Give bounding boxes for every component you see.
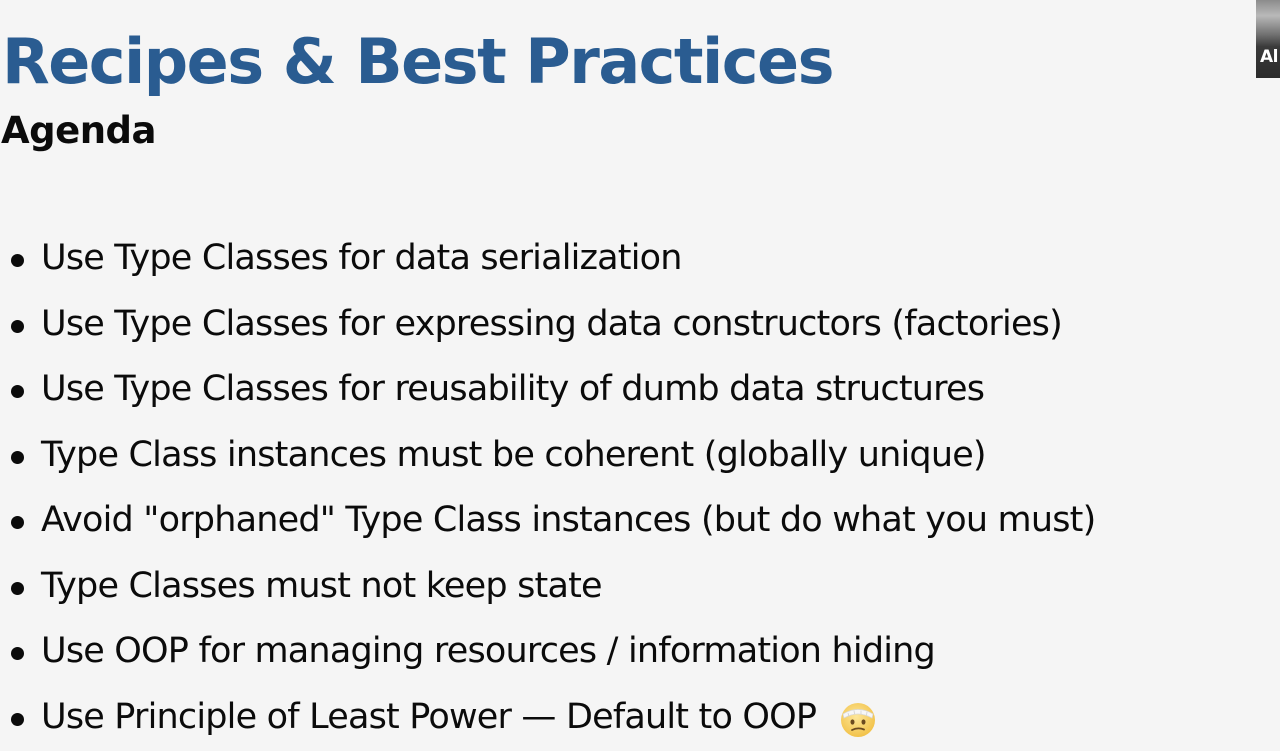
agenda-item-text: Use Type Classes for reusability of dumb data structures (41, 369, 985, 409)
agenda-item-text: Use Type Classes for expressing data constructors (factories) (41, 303, 1062, 344)
slide-subtitle: Agenda (1, 109, 157, 152)
participant-initials: Al (1260, 47, 1278, 67)
bullet-icon (11, 254, 24, 267)
agenda-item (0, 226, 1095, 292)
bullet-icon (11, 451, 24, 464)
agenda-item-text: Use Type Classes for data serialization (41, 238, 682, 278)
agenda-item-text: Use OOP for managing resources / information hiding (41, 631, 935, 671)
bullet-icon (11, 385, 24, 398)
agenda-item (0, 685, 1095, 751)
bullet-icon (11, 647, 24, 660)
face-with-head-bandage-emoji-icon (839, 696, 877, 734)
agenda-item (0, 488, 1095, 554)
agenda-item-text: Avoid "orphaned" Type Class instances (but do what you must) (41, 500, 1096, 540)
agenda-item (0, 357, 1095, 423)
agenda-item (0, 619, 1095, 685)
bullet-icon (11, 320, 24, 333)
slide-title: Recipes & Best Practices (2, 25, 834, 98)
agenda-item-text: Use Principle of Least Power — Default to OOP (41, 696, 817, 737)
agenda-item (0, 554, 1095, 620)
agenda-item (0, 292, 1095, 358)
agenda-item-text: Type Classes must not keep state (41, 565, 602, 606)
bullet-icon (11, 582, 24, 595)
agenda-item (0, 423, 1095, 489)
participant-video-tile[interactable] (1256, 0, 1280, 78)
bullet-icon (11, 713, 24, 726)
agenda-list (0, 226, 1095, 750)
agenda-item-text: Type Class instances must be coherent (globally unique) (41, 434, 986, 475)
bullet-icon (11, 516, 24, 529)
